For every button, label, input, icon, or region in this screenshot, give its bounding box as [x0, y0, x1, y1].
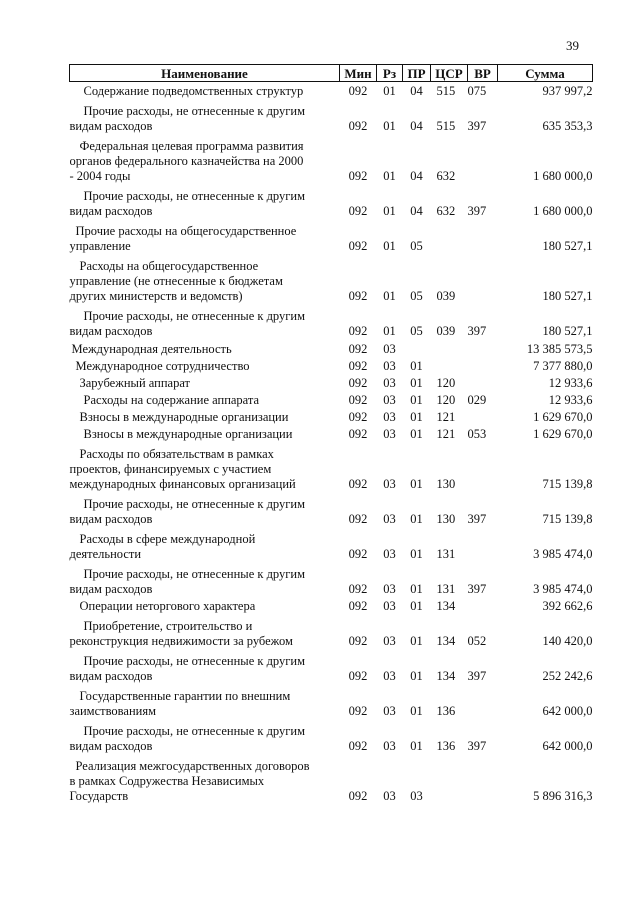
cell-csr: 039	[436, 288, 456, 303]
cell-csr: 632	[436, 203, 456, 218]
cell-pr: 04	[410, 83, 423, 98]
cell-pr: 05	[410, 238, 423, 253]
cell-sum: 642 000,0	[542, 738, 593, 753]
table-row	[70, 649, 593, 684]
row-name-line: Международное сотрудничество	[75, 358, 250, 373]
cell-min: 092	[348, 238, 368, 253]
cell-pr: 01	[410, 358, 423, 373]
cell-csr: 120	[436, 375, 456, 390]
cell-rz: 03	[383, 633, 396, 648]
row-name-line: Расходы на общегосударственное	[79, 258, 259, 273]
cell-vr: 397	[467, 668, 487, 683]
cell-min: 092	[348, 118, 368, 133]
row-name-line: Прочие расходы, не отнесенные к другим	[83, 308, 305, 323]
cell-csr: 136	[436, 738, 456, 753]
row-name-line: Расходы на содержание аппарата	[83, 392, 260, 407]
row-name-line: проектов, финансируемых с участием	[69, 461, 272, 476]
table-header	[70, 65, 593, 82]
row-name	[70, 219, 340, 254]
cell-sum: 715 139,8	[542, 511, 593, 526]
cell-rz: 03	[383, 581, 396, 596]
row-name	[70, 719, 340, 754]
cell-rz: 03	[383, 392, 396, 407]
cell-csr	[431, 339, 468, 357]
cell-vr: 052	[467, 633, 487, 648]
cell-pr: 01	[410, 738, 423, 753]
cell-min: 092	[348, 738, 368, 753]
header-name: Наименование	[70, 65, 340, 82]
row-name-line: других министерств и ведомств)	[69, 288, 243, 303]
row-name	[70, 562, 340, 597]
cell-sum: 635 353,3	[542, 118, 593, 133]
row-name-line: видам расходов	[69, 738, 153, 753]
row-name	[70, 184, 340, 219]
cell-pr	[403, 339, 431, 357]
cell-csr: 121	[436, 426, 456, 441]
cell-sum: 3 985 474,0	[533, 581, 593, 596]
cell-csr: 131	[436, 581, 456, 596]
cell-min: 092	[348, 668, 368, 683]
cell-vr	[468, 527, 498, 562]
cell-sum: 1 680 000,0	[533, 168, 593, 183]
cell-pr: 01	[410, 426, 423, 441]
cell-min: 092	[348, 323, 368, 338]
header-csr: ЦСР	[431, 65, 468, 82]
row-name	[70, 374, 340, 391]
cell-pr: 01	[410, 392, 423, 407]
cell-rz: 01	[383, 323, 396, 338]
cell-sum: 12 933,6	[548, 375, 593, 390]
table-row	[70, 339, 593, 357]
cell-pr: 05	[410, 288, 423, 303]
cell-sum: 937 997,2	[542, 83, 593, 98]
cell-min: 092	[348, 375, 368, 390]
cell-min: 092	[348, 203, 368, 218]
cell-vr: 029	[467, 392, 487, 407]
header-min: Мин	[340, 65, 377, 82]
table-row	[70, 492, 593, 527]
row-name-line: Прочие расходы, не отнесенные к другим	[83, 188, 305, 203]
cell-sum: 140 420,0	[542, 633, 593, 648]
cell-pr: 01	[410, 511, 423, 526]
row-name-line: заимствованиям	[69, 703, 156, 718]
cell-min: 092	[348, 476, 368, 491]
cell-rz: 01	[383, 118, 396, 133]
row-name-line: управление (не отнесенные к бюджетам	[69, 273, 283, 288]
table-row	[70, 391, 593, 408]
row-name-line: Государственные гарантии по внешним	[79, 688, 291, 703]
row-name-line: Зарубежный аппарат	[79, 375, 191, 390]
cell-rz: 01	[383, 238, 396, 253]
cell-csr	[431, 219, 468, 254]
cell-vr	[468, 597, 498, 614]
cell-sum: 3 985 474,0	[533, 546, 593, 561]
cell-pr: 04	[410, 203, 423, 218]
row-name-line: органов федерального казначейства на 2000	[69, 153, 304, 168]
cell-csr: 515	[436, 83, 456, 98]
row-name-line: деятельности	[69, 546, 142, 561]
row-name-line: Реализация межгосударственных договоров	[75, 758, 310, 773]
cell-pr: 01	[410, 476, 423, 491]
row-name	[70, 357, 340, 374]
table-row	[70, 99, 593, 134]
cell-vr: 053	[467, 426, 487, 441]
cell-csr	[431, 357, 468, 374]
header-vr: ВР	[468, 65, 498, 82]
cell-pr: 01	[410, 409, 423, 424]
cell-csr: 121	[436, 409, 456, 424]
row-name-line: видам расходов	[69, 203, 153, 218]
cell-pr: 03	[410, 788, 423, 803]
header-pr: ПР	[403, 65, 431, 82]
row-name-line: Федеральная целевая программа развития	[79, 138, 304, 153]
row-name-line: Расходы в сфере международной	[79, 531, 256, 546]
row-name	[70, 527, 340, 562]
cell-vr	[468, 374, 498, 391]
cell-csr: 120	[436, 392, 456, 407]
row-name-line: Расходы по обязательствам в рамках	[79, 446, 274, 461]
cell-rz: 01	[383, 203, 396, 218]
cell-min: 092	[348, 168, 368, 183]
cell-min: 092	[348, 581, 368, 596]
table-row	[70, 684, 593, 719]
table-row	[70, 82, 593, 99]
row-name	[70, 134, 340, 184]
cell-rz: 03	[383, 426, 396, 441]
cell-sum: 5 896 316,3	[533, 788, 593, 803]
cell-csr: 632	[436, 168, 456, 183]
cell-sum: 715 139,8	[542, 476, 593, 491]
cell-sum: 1 629 670,0	[533, 426, 593, 441]
cell-sum: 7 377 880,0	[533, 358, 593, 373]
cell-sum: 180 527,1	[542, 323, 593, 338]
table-row	[70, 597, 593, 614]
cell-min: 092	[348, 341, 368, 356]
cell-csr: 515	[436, 118, 456, 133]
cell-csr	[431, 754, 468, 804]
cell-vr	[468, 134, 498, 184]
cell-csr: 039	[436, 323, 456, 338]
cell-min: 092	[348, 83, 368, 98]
cell-vr	[468, 339, 498, 357]
row-name-line: видам расходов	[69, 581, 153, 596]
cell-csr: 130	[436, 476, 456, 491]
cell-csr: 131	[436, 546, 456, 561]
row-name-line: видам расходов	[69, 668, 153, 683]
cell-rz: 03	[383, 598, 396, 613]
row-name-line: - 2004 годы	[69, 168, 131, 183]
cell-min: 092	[348, 358, 368, 373]
row-name-line: видам расходов	[69, 118, 153, 133]
cell-vr: 397	[467, 118, 487, 133]
cell-vr: 075	[467, 83, 487, 98]
row-name	[70, 442, 340, 492]
cell-rz: 03	[383, 703, 396, 718]
cell-vr	[468, 754, 498, 804]
cell-rz: 03	[383, 375, 396, 390]
row-name	[70, 614, 340, 649]
row-name-line: международных финансовых организаций	[69, 476, 296, 491]
cell-pr: 01	[410, 598, 423, 613]
row-name	[70, 82, 340, 99]
table-row	[70, 425, 593, 442]
row-name-line: Взносы в международные организации	[79, 409, 289, 424]
cell-min: 092	[348, 703, 368, 718]
cell-vr	[468, 684, 498, 719]
cell-pr: 04	[410, 168, 423, 183]
row-name-line: Государств	[69, 788, 129, 803]
row-name	[70, 684, 340, 719]
cell-rz: 03	[383, 668, 396, 683]
cell-pr: 01	[410, 703, 423, 718]
row-name-line: Международная деятельность	[71, 341, 232, 356]
budget-table	[69, 64, 593, 804]
cell-rz: 03	[383, 358, 396, 373]
table-row	[70, 184, 593, 219]
cell-csr: 136	[436, 703, 456, 718]
cell-pr: 01	[410, 633, 423, 648]
cell-min: 092	[348, 788, 368, 803]
table-row	[70, 562, 593, 597]
cell-min: 092	[348, 409, 368, 424]
cell-sum: 1 680 000,0	[533, 203, 593, 218]
row-name-line: в рамках Содружества Независимых	[69, 773, 265, 788]
cell-rz: 03	[383, 546, 396, 561]
cell-rz: 03	[383, 341, 396, 356]
cell-vr: 397	[467, 323, 487, 338]
cell-vr	[468, 408, 498, 425]
cell-pr: 05	[410, 323, 423, 338]
cell-min: 092	[348, 288, 368, 303]
cell-vr: 397	[467, 581, 487, 596]
row-name-line: Прочие расходы, не отнесенные к другим	[83, 653, 305, 668]
cell-pr: 01	[410, 581, 423, 596]
cell-pr: 01	[410, 375, 423, 390]
table-body	[70, 82, 593, 804]
row-name	[70, 99, 340, 134]
row-name-line: Прочие расходы на общегосударственное	[75, 223, 297, 238]
cell-vr: 397	[467, 203, 487, 218]
header-rz: Рз	[377, 65, 403, 82]
row-name-line: Приобретение, строительство и	[83, 618, 253, 633]
row-name	[70, 339, 340, 357]
row-name	[70, 304, 340, 339]
cell-min: 092	[348, 392, 368, 407]
cell-rz: 03	[383, 738, 396, 753]
cell-sum: 392 662,6	[542, 598, 593, 613]
cell-csr: 130	[436, 511, 456, 526]
cell-pr: 01	[410, 668, 423, 683]
row-name-line: видам расходов	[69, 511, 153, 526]
cell-vr: 397	[467, 738, 487, 753]
cell-rz: 01	[383, 83, 396, 98]
cell-vr	[468, 254, 498, 304]
cell-sum: 252 242,6	[542, 668, 593, 683]
row-name-line: видам расходов	[69, 323, 153, 338]
cell-min: 092	[348, 598, 368, 613]
page-number: 39	[566, 38, 579, 53]
row-name-line: управление	[69, 238, 131, 253]
cell-rz: 01	[383, 288, 396, 303]
row-name	[70, 425, 340, 442]
cell-rz: 01	[383, 168, 396, 183]
cell-sum: 1 629 670,0	[533, 409, 593, 424]
row-name	[70, 597, 340, 614]
cell-pr: 04	[410, 118, 423, 133]
row-name	[70, 391, 340, 408]
table-row	[70, 614, 593, 649]
cell-min: 092	[348, 426, 368, 441]
table-row	[70, 374, 593, 391]
cell-rz: 03	[383, 511, 396, 526]
row-name-line: Прочие расходы, не отнесенные к другим	[83, 723, 305, 738]
cell-rz: 03	[383, 409, 396, 424]
cell-sum: 642 000,0	[542, 703, 593, 718]
table-row	[70, 254, 593, 304]
cell-sum: 13 385 573,5	[526, 341, 593, 356]
table-row	[70, 219, 593, 254]
row-name	[70, 492, 340, 527]
row-name-line: Прочие расходы, не отнесенные к другим	[83, 566, 305, 581]
cell-rz: 03	[383, 788, 396, 803]
row-name-line: Прочие расходы, не отнесенные к другим	[83, 496, 305, 511]
cell-pr: 01	[410, 546, 423, 561]
cell-min: 092	[348, 546, 368, 561]
row-name-line: Содержание подведомственных структур	[83, 83, 304, 98]
table-row	[70, 304, 593, 339]
row-name-line: Взносы в международные организации	[83, 426, 293, 441]
row-name	[70, 254, 340, 304]
cell-vr	[468, 357, 498, 374]
table-row	[70, 754, 593, 804]
table-row	[70, 442, 593, 492]
table-row	[70, 719, 593, 754]
row-name-line: реконструкция недвижимости за рубежом	[69, 633, 293, 648]
table-row	[70, 527, 593, 562]
row-name-line: Прочие расходы, не отнесенные к другим	[83, 103, 305, 118]
cell-sum: 180 527,1	[542, 288, 593, 303]
table-row	[70, 134, 593, 184]
cell-csr: 134	[436, 668, 456, 683]
cell-vr	[468, 219, 498, 254]
cell-csr: 134	[436, 633, 456, 648]
row-name	[70, 649, 340, 684]
row-name	[70, 408, 340, 425]
cell-vr: 397	[467, 511, 487, 526]
cell-rz: 03	[383, 476, 396, 491]
row-name	[70, 754, 340, 804]
cell-sum: 180 527,1	[542, 238, 593, 253]
header-sum: Сумма	[498, 65, 593, 82]
row-name-line: Операции неторгового характера	[79, 598, 256, 613]
table-row	[70, 408, 593, 425]
cell-min: 092	[348, 633, 368, 648]
cell-min: 092	[348, 511, 368, 526]
cell-sum: 12 933,6	[548, 392, 593, 407]
table-row	[70, 357, 593, 374]
cell-csr: 134	[436, 598, 456, 613]
cell-vr	[468, 442, 498, 492]
